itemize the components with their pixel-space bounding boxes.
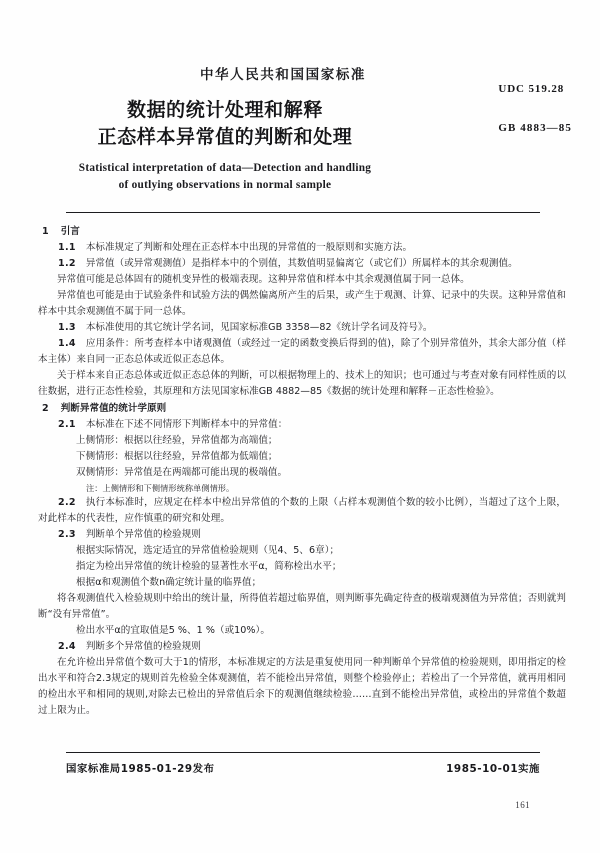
section-2-number: 2 [42, 402, 49, 414]
clause-2-3-item-1: 根据实际情况，选定适宜的异常值检验规则（见4、5、6章）； [76, 544, 340, 556]
section-2-title: 判断异常值的统计学原则 [60, 402, 167, 414]
gb-standard-number: GB 4883—85 [498, 122, 572, 134]
clause-2-1-note: 注：上侧情形和下侧情形统称单侧情形。 [86, 482, 235, 493]
clause-2-4-title: 判断多个异常值的检验规则 [85, 641, 201, 653]
clause-1-3 [38, 320, 566, 336]
clause-2-1 [38, 417, 566, 433]
clause-1-4-text: 应用条件：所考查样本中诸观测值（或经过一定的函数变换后得到的值)，除了个别异常值外，其余大部分值（样本主体）来自同一正态总体或近似正态总体。 [38, 338, 566, 366]
clause-1-2-paragraph-3: 异常值也可能是由于试验条件和试验方法的偶然偏离所产生的后果，或产生于观测、计算、记录中的失误。这种异常值和样本中其余观测值不属于同一总体。 [38, 290, 566, 318]
clause-2-3 [38, 527, 566, 543]
clause-2-4 [38, 639, 566, 655]
page-number: 161 [515, 800, 530, 810]
udc-code: UDC 519.28 [498, 83, 565, 95]
clause-2-1-text: 本标准在下述不同情形下判断样本中的异常值： [85, 418, 288, 430]
clause-1-4-paragraph-2: 关于样本来自正态总体或近似正态总体的判断，可以根据物理上的、技术上的知识；也可通过与考查对象有同样性质的以往数据，进行正态性检验，其原理和方法见国家标准GB 4882—85《数据的统计处理和解释－正态性检验》。 [38, 370, 566, 398]
section-1-title: 引言 [60, 226, 80, 237]
clause-2-2-text: 执行本标准时，应规定在样本中检出异常值的个数的上限（占样本观测值个数的较小比例），当超过了这个上限，对此样本的代表性，应作慎重的研究和处理。 [38, 496, 566, 524]
clause-1-3-number: 1.3 [58, 322, 76, 334]
document-title-cn-line1: 数据的统计处理和解释 [126, 99, 323, 121]
section-1-heading [38, 224, 566, 240]
clause-1-1-text: 本标准规定了判断和处理在正态样本中出现的异常值的一般原则和实施方法。 [85, 242, 413, 254]
header-divider-rule [66, 212, 540, 213]
clause-2-3-number: 2.3 [58, 528, 76, 540]
document-footer [66, 760, 540, 775]
clause-1-3-text: 本标准使用的其它统计学名词，见国家标准GB 3358—82《统计学名词及符号》。 [85, 322, 433, 334]
document-body [38, 224, 566, 719]
clause-2-3-paragraph-2: 将各观测值代入检验规则中给出的统计量，所得值若超过临界值，则判断事先确定待查的极端观测值为异常值；否则就判断“没有异常值”。 [38, 593, 566, 621]
standard-codes [498, 83, 572, 134]
clause-1-2-number: 1.2 [58, 258, 76, 270]
clause-2-1-item-two-sided: 双侧情形：异常值是在两端都可能出现的极端值。 [76, 466, 288, 478]
document-title-en [0, 160, 450, 194]
document-title-en-line2: of outlying observations in normal sample [118, 178, 332, 191]
clause-2-4-paragraph-1: 在允许检出异常值个数可大于1的情形，本标准规定的方法是重复使用同一种判断单个异常值的检验规则，即用指定的检出水平和符合2.3规定的规则首先检验全体观测值，若不能检出异常值，则整个检验停止；若检出了一个异常值，就再用相同的检出水平和相同的规则,对除去已检出的异常值后余下的观测值继续检验……直到不能检出异常值，或检出的异常值个数超过上限为止。 [38, 657, 566, 717]
clause-2-2 [38, 495, 566, 527]
clause-2-1-item-lower: 下侧情形：根据以往经验，异常值都为低端值； [76, 450, 278, 462]
clause-1-2-text: 异常值（或异常观测值）是指样本中的个别值，其数值明显偏离它（或它们）所属样本的其余观测值。 [85, 258, 518, 270]
document-title-en-line1: Statistical interpretation of data—Detection and handling [78, 161, 372, 174]
issuing-authority-heading: 中华人民共和国国家标准 [199, 67, 367, 83]
clause-1-4-number: 1.4 [58, 338, 76, 350]
clause-2-1-item-upper: 上侧情形：根据以往经验，异常值都为高端值； [76, 434, 278, 446]
clause-1-4 [38, 336, 566, 368]
section-2-heading [38, 401, 566, 417]
clause-1-2 [38, 256, 566, 272]
clause-1-1-number: 1.1 [58, 242, 76, 254]
clause-2-3-item-2: 指定为检出异常值的统计检验的显著性水平α，简称检出水平； [76, 560, 342, 572]
clause-2-3-paragraph-3: 检出水平α的宜取值是5 %、1 %（或10%）。 [76, 625, 270, 637]
footer-divider-rule [66, 752, 540, 753]
clause-2-1-number: 2.1 [58, 418, 76, 430]
clause-1-2-paragraph-2: 异常值可能是总体固有的随机变异性的极端表现。这种异常值和样本中其余观测值属于同一总体。 [57, 274, 470, 286]
effective-date-text: 1985-10-01实施 [446, 763, 540, 775]
issue-date-text: 国家标准局1985-01-29发布 [66, 763, 215, 775]
clause-1-1 [38, 240, 566, 256]
document-title-cn-line2: 正态样本异常值的判断和处理 [97, 125, 353, 148]
section-1-number: 1 [42, 226, 49, 237]
clause-2-3-title: 判断单个异常值的检验规则 [85, 528, 201, 540]
clause-2-3-item-3: 根据α和观测值个数n确定统计量的临界值； [76, 576, 262, 588]
clause-2-2-number: 2.2 [58, 496, 76, 508]
clause-2-4-number: 2.4 [58, 641, 76, 653]
